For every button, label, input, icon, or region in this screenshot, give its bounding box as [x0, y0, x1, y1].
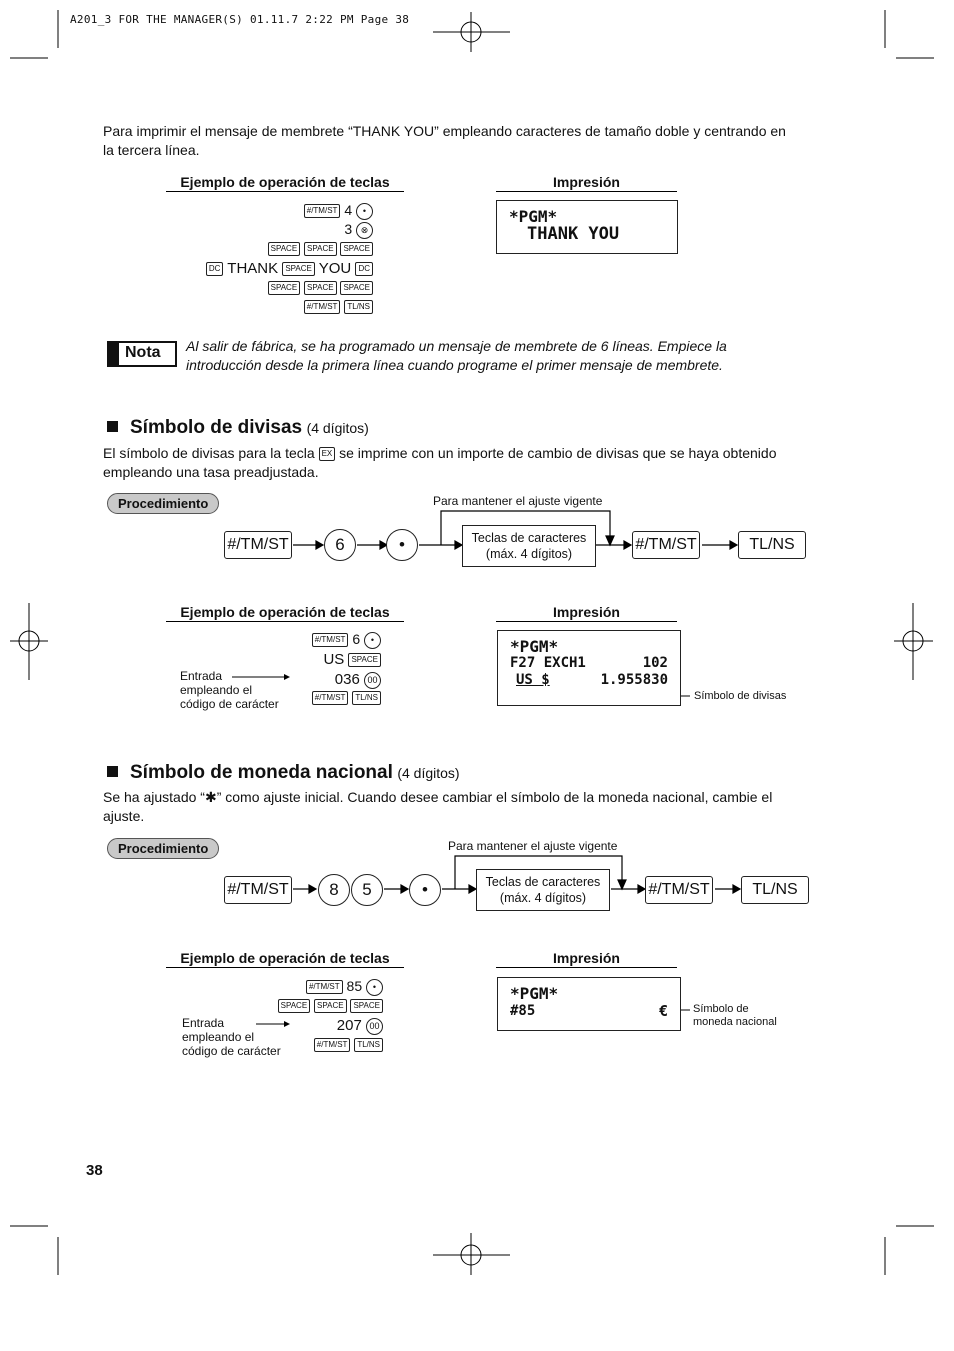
nota-badge: Nota — [107, 341, 177, 367]
national-symbol-callout: Símbolo de moneda nacional — [693, 1003, 777, 1028]
print-caption: Impresión — [496, 174, 677, 192]
tlns-key[interactable]: TL/NS — [741, 876, 809, 904]
currency-symbol-callout: Símbolo de divisas — [694, 690, 787, 702]
tmst-key[interactable]: #/TM/ST — [632, 531, 700, 559]
example-caption: Ejemplo de operación de teclas — [166, 950, 404, 968]
dot-key[interactable]: • — [409, 874, 441, 906]
nacional-text: Se ha ajustado “✱” como ajuste inicial. Cuando desee cambiar el símbolo de la moneda nacional, cambie el ajuste. — [103, 789, 773, 824]
print-header: A201_3 FOR THE MANAGER(S) 01.11.7 2:22 PM Page 38 — [70, 13, 410, 26]
keep-label: Para mantener el ajuste vigente — [433, 494, 603, 508]
key-sequence-1: #/TM/ST 4 • 3 ⊗ SPACE SPACE SPACE DC THANK SPACE YOU DC SPACE SPACE SPACE #/TM/ST TL/NS — [180, 201, 373, 321]
section-title-divisas: Símbolo de divisas (4 dígitos) — [107, 417, 369, 439]
divisas-text: El símbolo de divisas para la tecla EX se imprime con un importe de cambio de divisas que se haya obtenido empleando una tasa preadjustada. — [103, 445, 777, 480]
example-caption: Ejemplo de operación de teclas — [166, 174, 404, 192]
receipt-1: *PGM* THANK YOU — [496, 200, 678, 254]
tmst-key[interactable]: #/TM/ST — [224, 876, 292, 904]
receipt-3: *PGM* #85 € — [497, 977, 681, 1031]
five-key[interactable]: 5 — [351, 874, 383, 906]
six-key[interactable]: 6 — [324, 529, 356, 561]
intro-text: Para imprimir el mensaje de membrete “THANK YOU” empleando caracteres de tamaño doble y centrando en la tercera línea. — [103, 123, 786, 158]
entry-note: Entrada empleando el código de carácter — [180, 669, 279, 711]
print-caption: Impresión — [496, 604, 677, 622]
chars-box: Teclas de caracteres (máx. 4 dígitos) — [476, 869, 610, 911]
key-sequence-2: #/TM/ST 6 • US SPACE 036 00 #/TM/ST TL/NS — [240, 630, 381, 710]
tmst-key[interactable]: #/TM/ST — [224, 531, 292, 559]
procedure-badge: Procedimiento — [107, 493, 219, 514]
print-caption: Impresión — [496, 950, 677, 968]
chars-box: Teclas de caracteres (máx. 4 dígitos) — [462, 525, 596, 567]
eight-key[interactable]: 8 — [318, 874, 350, 906]
example-caption: Ejemplo de operación de teclas — [166, 604, 404, 622]
receipt-2: *PGM* F27 EXCH1 102 US $ 1.955830 — [497, 630, 681, 706]
section-title-nacional: Símbolo de moneda nacional (4 dígitos) — [107, 762, 460, 784]
keep-label: Para mantener el ajuste vigente — [448, 839, 618, 853]
page-number: 38 — [86, 1162, 103, 1179]
tmst-key[interactable]: #/TM/ST — [645, 876, 713, 904]
dot-key[interactable]: • — [386, 529, 418, 561]
nota-text: Al salir de fábrica, se ha programado un mensaje de membrete de 6 líneas. Empiece la introducción desde la primera línea cuando programe el primer mensaje de membrete. — [186, 338, 727, 373]
entry-note: Entrada empleando el código de carácter — [182, 1016, 281, 1058]
key-sequence-3: #/TM/ST 85 • SPACE SPACE SPACE 207 00 #/TM/ST TL/NS — [240, 977, 383, 1057]
tlns-key[interactable]: TL/NS — [738, 531, 806, 559]
procedure-badge: Procedimiento — [107, 838, 219, 859]
